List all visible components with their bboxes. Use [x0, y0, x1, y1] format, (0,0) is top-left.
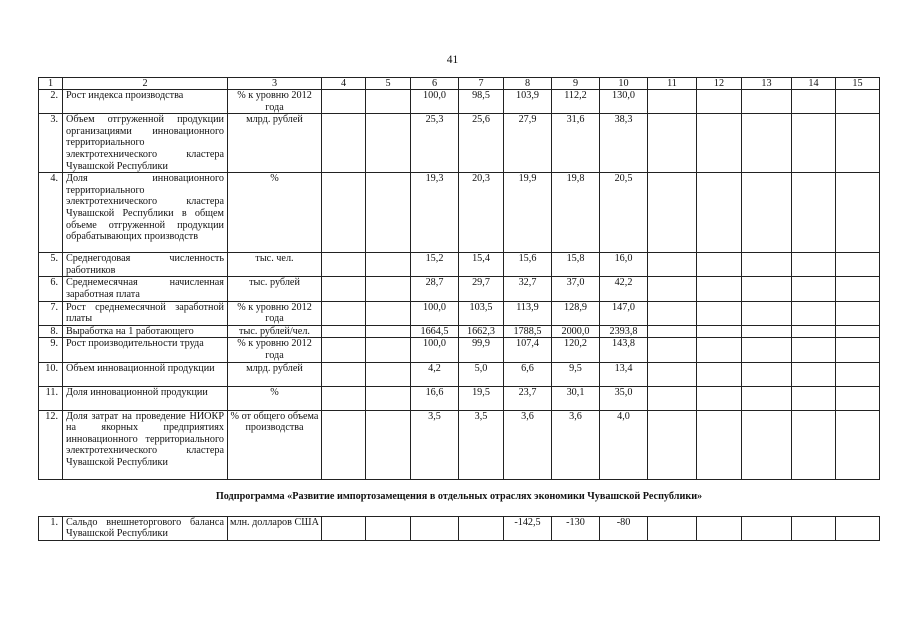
- value-cell: [792, 410, 836, 479]
- value-cell: 3,5: [459, 410, 504, 479]
- indicator-name: Объем отгруженной продукции организациями инновационного территориального электротехнического кластера Чувашской Республики: [63, 114, 228, 173]
- indicator-name: Рост среднемесячной заработной платы: [63, 301, 228, 325]
- value-cell: 25,6: [459, 114, 504, 173]
- table-row: [39, 516, 880, 540]
- value-cell: [836, 410, 880, 479]
- value-cell: [411, 516, 459, 540]
- indicator-name: Рост индекса производства: [63, 90, 228, 114]
- value-cell: 6,6: [504, 362, 552, 386]
- value-cell: [742, 253, 792, 277]
- value-cell: [648, 277, 697, 301]
- value-cell: [792, 277, 836, 301]
- value-cell: 16,0: [600, 253, 648, 277]
- value-cell: 143,8: [600, 338, 648, 362]
- value-cell: 1662,3: [459, 325, 504, 338]
- value-cell: [836, 301, 880, 325]
- value-cell: [322, 410, 366, 479]
- row-number: 9.: [39, 338, 63, 362]
- value-cell: [742, 362, 792, 386]
- value-cell: 147,0: [600, 301, 648, 325]
- row-number: 8.: [39, 325, 63, 338]
- table-row: [39, 338, 880, 362]
- value-cell: 113,9: [504, 301, 552, 325]
- value-cell: 130,0: [600, 90, 648, 114]
- value-cell: 3,6: [552, 410, 600, 479]
- value-cell: [648, 301, 697, 325]
- value-cell: [742, 90, 792, 114]
- header-row: [39, 78, 880, 90]
- value-cell: 103,5: [459, 301, 504, 325]
- value-cell: [697, 362, 742, 386]
- value-cell: [697, 516, 742, 540]
- value-cell: [459, 516, 504, 540]
- row-number: 7.: [39, 301, 63, 325]
- column-number: 14: [792, 78, 836, 90]
- row-number: 3.: [39, 114, 63, 173]
- value-cell: [697, 410, 742, 479]
- value-cell: [648, 173, 697, 253]
- column-number: 6: [411, 78, 459, 90]
- value-cell: [648, 90, 697, 114]
- table-row: [39, 114, 880, 173]
- value-cell: 25,3: [411, 114, 459, 173]
- value-cell: [836, 516, 880, 540]
- value-cell: 37,0: [552, 277, 600, 301]
- indicator-name: Доля затрат на проведение НИОКР на якорных предприятиях инновационного территориального электротехнического кластера Чувашской Республики: [63, 410, 228, 479]
- value-cell: [366, 410, 411, 479]
- value-cell: [322, 516, 366, 540]
- row-number: 10.: [39, 362, 63, 386]
- value-cell: 3,6: [504, 410, 552, 479]
- unit-of-measure: %: [228, 173, 322, 253]
- value-cell: 15,8: [552, 253, 600, 277]
- value-cell: 4,0: [600, 410, 648, 479]
- value-cell: [792, 325, 836, 338]
- table-row: [39, 277, 880, 301]
- value-cell: 100,0: [411, 301, 459, 325]
- value-cell: [742, 516, 792, 540]
- row-number: 5.: [39, 253, 63, 277]
- value-cell: 9,5: [552, 362, 600, 386]
- column-number: 7: [459, 78, 504, 90]
- value-cell: 100,0: [411, 90, 459, 114]
- value-cell: [792, 301, 836, 325]
- value-cell: [366, 325, 411, 338]
- table-row: [39, 410, 880, 479]
- value-cell: [697, 253, 742, 277]
- value-cell: [366, 516, 411, 540]
- value-cell: [322, 386, 366, 410]
- indicator-name: Доля инновационного территориального электротехнического кластера Чувашской Республики в общем объеме отгруженной продукции обрабатывающих производств: [63, 173, 228, 253]
- indicator-name: Среднемесячная начисленная заработная плата: [63, 277, 228, 301]
- value-cell: 4,2: [411, 362, 459, 386]
- row-number: 2.: [39, 90, 63, 114]
- value-cell: [322, 253, 366, 277]
- value-cell: [322, 301, 366, 325]
- value-cell: [648, 325, 697, 338]
- value-cell: 19,3: [411, 173, 459, 253]
- indicator-name: Выработка на 1 работающего: [63, 325, 228, 338]
- page-number: 41: [446, 54, 459, 66]
- value-cell: [742, 386, 792, 410]
- value-cell: [322, 338, 366, 362]
- column-number: 12: [697, 78, 742, 90]
- value-cell: 20,3: [459, 173, 504, 253]
- row-number: 4.: [39, 173, 63, 253]
- value-cell: [648, 410, 697, 479]
- value-cell: [836, 173, 880, 253]
- value-cell: 107,4: [504, 338, 552, 362]
- value-cell: [792, 362, 836, 386]
- value-cell: [742, 325, 792, 338]
- value-cell: [366, 277, 411, 301]
- value-cell: [322, 173, 366, 253]
- value-cell: [648, 338, 697, 362]
- table-row: [39, 173, 880, 253]
- value-cell: [742, 277, 792, 301]
- value-cell: [322, 90, 366, 114]
- value-cell: [366, 386, 411, 410]
- value-cell: [836, 114, 880, 173]
- value-cell: [792, 90, 836, 114]
- value-cell: 1788,5: [504, 325, 552, 338]
- value-cell: [836, 338, 880, 362]
- value-cell: -80: [600, 516, 648, 540]
- subprogram-title: Подпрограмма «Развитие импортозамещения в отдельных отраслях экономики Чувашской Республики»: [39, 479, 880, 516]
- table-row: [39, 325, 880, 338]
- column-number: 9: [552, 78, 600, 90]
- unit-of-measure: % к уровню 2012 года: [228, 301, 322, 325]
- value-cell: [366, 338, 411, 362]
- indicator-name: Объем инновационной продукции: [63, 362, 228, 386]
- value-cell: -130: [552, 516, 600, 540]
- row-number: 6.: [39, 277, 63, 301]
- unit-of-measure: % к уровню 2012 года: [228, 90, 322, 114]
- unit-of-measure: тыс. рублей/чел.: [228, 325, 322, 338]
- table-row: [39, 301, 880, 325]
- value-cell: [697, 386, 742, 410]
- column-number: 5: [366, 78, 411, 90]
- value-cell: [366, 173, 411, 253]
- table-row: [39, 253, 880, 277]
- value-cell: [648, 253, 697, 277]
- value-cell: [836, 277, 880, 301]
- value-cell: [322, 362, 366, 386]
- unit-of-measure: % от общего объема производства: [228, 410, 322, 479]
- value-cell: [836, 325, 880, 338]
- table-row: [39, 386, 880, 410]
- value-cell: [836, 253, 880, 277]
- value-cell: [792, 386, 836, 410]
- value-cell: 2393,8: [600, 325, 648, 338]
- unit-of-measure: тыс. рублей: [228, 277, 322, 301]
- value-cell: 103,9: [504, 90, 552, 114]
- unit-of-measure: %: [228, 386, 322, 410]
- column-number: 10: [600, 78, 648, 90]
- row-number: 1.: [39, 516, 63, 540]
- column-number: 13: [742, 78, 792, 90]
- value-cell: 13,4: [600, 362, 648, 386]
- value-cell: 98,5: [459, 90, 504, 114]
- row-number: 11.: [39, 386, 63, 410]
- value-cell: 19,8: [552, 173, 600, 253]
- value-cell: [322, 277, 366, 301]
- value-cell: [322, 114, 366, 173]
- unit-of-measure: млн. долларов США: [228, 516, 322, 540]
- indicators-table: [38, 77, 880, 541]
- value-cell: 19,5: [459, 386, 504, 410]
- value-cell: [648, 386, 697, 410]
- value-cell: 2000,0: [552, 325, 600, 338]
- value-cell: 27,9: [504, 114, 552, 173]
- indicator-name: Рост производительности труда: [63, 338, 228, 362]
- unit-of-measure: млрд. рублей: [228, 362, 322, 386]
- value-cell: 38,3: [600, 114, 648, 173]
- value-cell: 120,2: [552, 338, 600, 362]
- unit-of-measure: % к уровню 2012 года: [228, 338, 322, 362]
- value-cell: [648, 114, 697, 173]
- value-cell: 3,5: [411, 410, 459, 479]
- value-cell: [366, 253, 411, 277]
- indicator-name: Доля инновационной продукции: [63, 386, 228, 410]
- indicator-name: Среднегодовая численность работников: [63, 253, 228, 277]
- value-cell: [648, 516, 697, 540]
- value-cell: [742, 338, 792, 362]
- value-cell: [697, 173, 742, 253]
- unit-of-measure: тыс. чел.: [228, 253, 322, 277]
- value-cell: [792, 516, 836, 540]
- value-cell: 15,4: [459, 253, 504, 277]
- value-cell: [697, 325, 742, 338]
- value-cell: [366, 301, 411, 325]
- value-cell: [742, 301, 792, 325]
- value-cell: 100,0: [411, 338, 459, 362]
- value-cell: [366, 114, 411, 173]
- value-cell: [792, 114, 836, 173]
- value-cell: [366, 362, 411, 386]
- column-number: 2: [63, 78, 228, 90]
- value-cell: 32,7: [504, 277, 552, 301]
- column-number: 4: [322, 78, 366, 90]
- value-cell: 15,2: [411, 253, 459, 277]
- column-number: 3: [228, 78, 322, 90]
- value-cell: 112,2: [552, 90, 600, 114]
- value-cell: [742, 410, 792, 479]
- value-cell: [697, 301, 742, 325]
- indicator-name: Сальдо внешнеторгового баланса Чувашской Республики: [63, 516, 228, 540]
- value-cell: [697, 338, 742, 362]
- value-cell: [648, 362, 697, 386]
- value-cell: [836, 362, 880, 386]
- value-cell: [697, 114, 742, 173]
- value-cell: [792, 253, 836, 277]
- row-number: 12.: [39, 410, 63, 479]
- value-cell: 23,7: [504, 386, 552, 410]
- value-cell: [742, 114, 792, 173]
- value-cell: [836, 90, 880, 114]
- value-cell: 42,2: [600, 277, 648, 301]
- column-number: 8: [504, 78, 552, 90]
- value-cell: 35,0: [600, 386, 648, 410]
- table-row: [39, 362, 880, 386]
- value-cell: 1664,5: [411, 325, 459, 338]
- value-cell: 19,9: [504, 173, 552, 253]
- value-cell: 31,6: [552, 114, 600, 173]
- column-number: 1: [39, 78, 63, 90]
- value-cell: 29,7: [459, 277, 504, 301]
- value-cell: [366, 90, 411, 114]
- value-cell: [836, 386, 880, 410]
- value-cell: 5,0: [459, 362, 504, 386]
- value-cell: [742, 173, 792, 253]
- column-number: 11: [648, 78, 697, 90]
- value-cell: [792, 173, 836, 253]
- value-cell: 28,7: [411, 277, 459, 301]
- value-cell: [322, 325, 366, 338]
- column-number: 15: [836, 78, 880, 90]
- value-cell: 30,1: [552, 386, 600, 410]
- value-cell: [697, 277, 742, 301]
- value-cell: 20,5: [600, 173, 648, 253]
- value-cell: 128,9: [552, 301, 600, 325]
- value-cell: 15,6: [504, 253, 552, 277]
- table-row: [39, 90, 880, 114]
- subprogram-row: [39, 479, 880, 516]
- value-cell: -142,5: [504, 516, 552, 540]
- value-cell: [697, 90, 742, 114]
- value-cell: 16,6: [411, 386, 459, 410]
- value-cell: 99,9: [459, 338, 504, 362]
- value-cell: [792, 338, 836, 362]
- unit-of-measure: млрд. рублей: [228, 114, 322, 173]
